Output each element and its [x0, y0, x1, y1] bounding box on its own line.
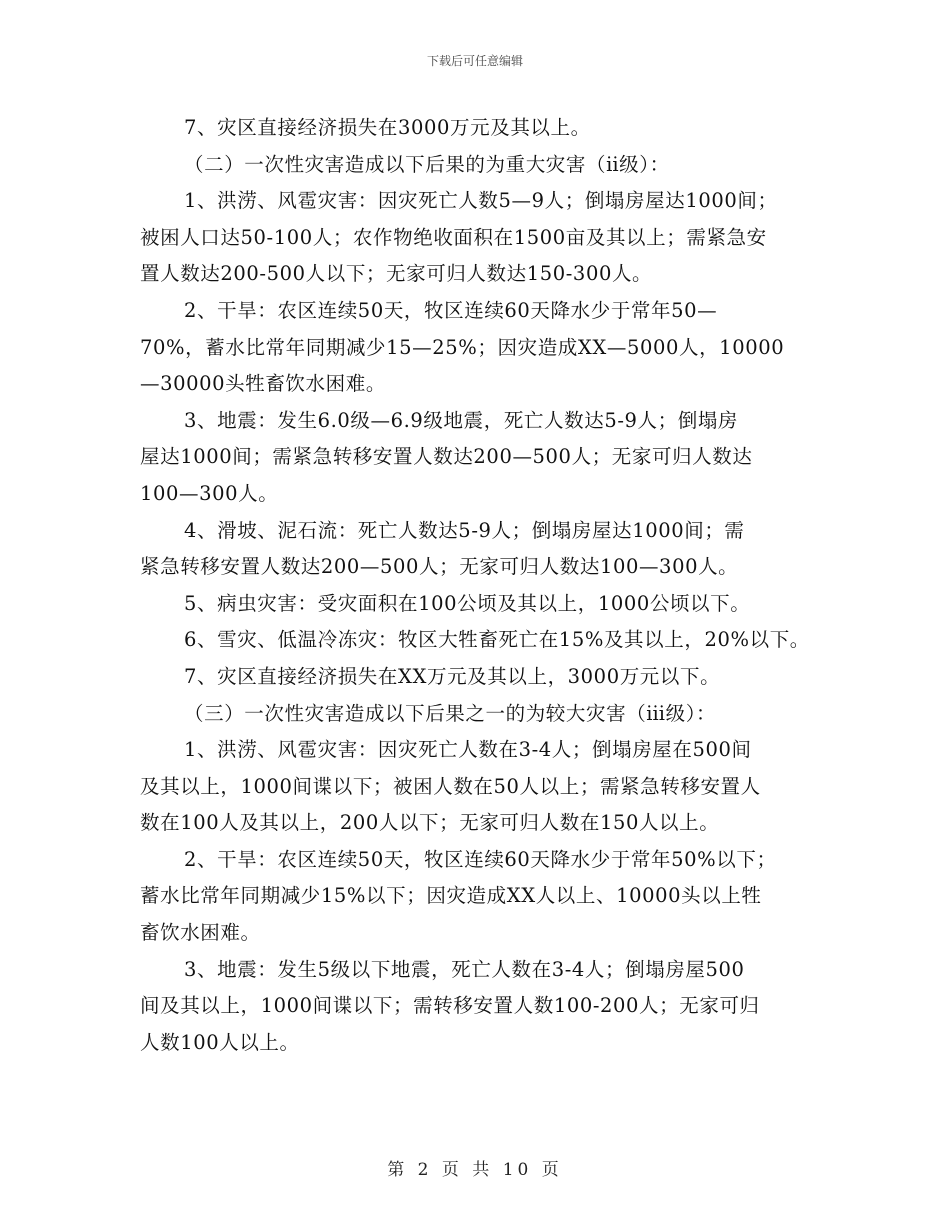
document-body — [140, 110, 830, 1061]
text-line: 7、灾区直接经济损失在3000万元及其以上。 — [184, 116, 591, 139]
text-line: 3、地震：发生6.0级—6.9级地震，死亡人数达5-9人；倒塌房 — [184, 408, 739, 432]
text-line: 5、病虫灾害：受灾面积在100公顷及其以上，1000公顷以下。 — [184, 591, 751, 615]
text-line: 4、滑坡、泥石流：死亡人数达5-9人；倒塌房屋达1000间；需 — [184, 518, 745, 542]
text-line: 紧急转移安置人数达200—500人；无家可归人数达100—300人。 — [140, 555, 739, 579]
text-line: 人数100人以上。 — [140, 1030, 300, 1054]
text-line: 1、洪涝、风雹灾害：因灾死亡人数在3-4人；倒塌房屋在500间 — [184, 738, 752, 762]
text-line: 数在100人及其以上，200人以下；无家可归人数在150人以上。 — [140, 811, 720, 835]
text-line: 蓄水比常年同期减少15%以下；因灾造成XX人以上、10000头以上牲 — [140, 884, 762, 908]
text-line: 间及其以上，1000间谍以下；需转移安置人数100-200人；无家可归 — [140, 994, 760, 1018]
page-header: 下载后可任意编辑 — [426, 54, 523, 68]
text-line: （三）一次性灾害造成以下后果之一的为较大灾害（ⅲ级）： — [184, 701, 717, 725]
text-line: 2、干旱：农区连续50天，牧区连续60天降水少于常年50— — [184, 298, 718, 322]
text-line: 70%，蓄水比常年同期减少15—25%；因灾造成XX—5000人，10000 — [140, 335, 785, 359]
text-line: 畜饮水困难。 — [140, 921, 261, 945]
text-line: 6、雪灾、低温冷冻灾：牧区大牲畜死亡在15%及其以上，20%以下。 — [184, 628, 810, 652]
text-line: 1、洪涝、风雹灾害：因灾死亡人数5—9人；倒塌房屋达1000间； — [184, 189, 778, 213]
text-line: 3、地震：发生5级以下地震，死亡人数在3-4人；倒塌房屋500 — [184, 957, 745, 981]
text-line: 及其以上，1000间谍以下；被困人数在50人以上；需紧急转移安置人 — [140, 774, 761, 798]
text-line: —30000头牲畜饮水困难。 — [140, 372, 386, 396]
text-line: 100—300人。 — [140, 481, 279, 505]
text-line: 被困人口达50-100人；农作物绝收面积在1500亩及其以上；需紧急安 — [140, 225, 767, 249]
text-line: 2、干旱：农区连续50天，牧区连续60天降水少于常年50%以下； — [184, 847, 777, 871]
text-line: 7、灾区直接经济损失在XX万元及其以上，3000万元以下。 — [184, 664, 721, 688]
page-footer: 第 2 页 共 10 页 — [387, 1160, 563, 1180]
text-line: （二）一次性灾害造成以下后果的为重大灾害（ⅱ级）： — [184, 152, 670, 176]
text-line: 置人数达200-500人以下；无家可归人数达150-300人。 — [140, 262, 653, 286]
text-line: 屋达1000间；需紧急转移安置人数达200—500人；无家可归人数达 — [140, 445, 753, 469]
